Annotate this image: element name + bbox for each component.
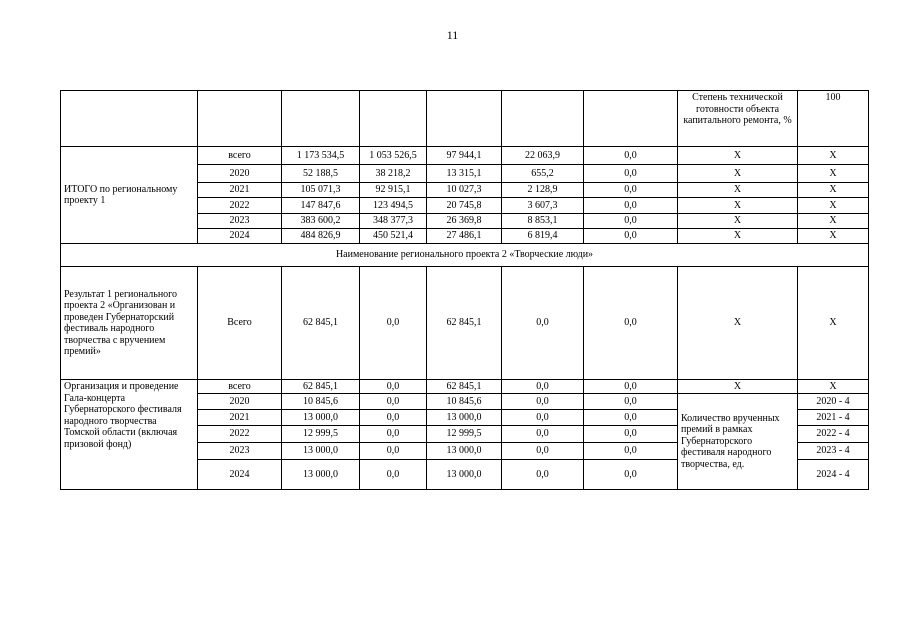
total-cell: 484 826,9 — [282, 229, 360, 244]
empty-cell — [584, 91, 678, 147]
federal-cell: 1 053 526,5 — [360, 147, 427, 165]
row-label-cell: Результат 1 регионального проекта 2 «Организован и проведен Губернаторский фестиваль народного творчества с вручением премий» — [61, 267, 198, 380]
value-cell: Х — [798, 198, 869, 214]
period-cell: 2021 — [198, 183, 282, 198]
period-cell: всего — [198, 380, 282, 394]
table-row — [61, 147, 869, 165]
total-cell: 13 000,0 — [282, 410, 360, 426]
value-cell: Х — [798, 267, 869, 380]
total-cell: 1 173 534,5 — [282, 147, 360, 165]
period-cell: всего — [198, 147, 282, 165]
period-cell: 2023 — [198, 214, 282, 229]
regional-cell: 62 845,1 — [427, 380, 502, 394]
federal-cell: 123 494,5 — [360, 198, 427, 214]
value-cell: Х — [798, 165, 869, 183]
empty-cell — [502, 91, 584, 147]
regional-cell: 20 745,8 — [427, 198, 502, 214]
federal-cell: 0,0 — [360, 460, 427, 490]
empty-cell — [198, 91, 282, 147]
municipal-cell: 0,0 — [502, 443, 584, 460]
regional-cell: 13 315,1 — [427, 165, 502, 183]
municipal-cell: 6 819,4 — [502, 229, 584, 244]
federal-cell: 450 521,4 — [360, 229, 427, 244]
federal-cell: 0,0 — [360, 394, 427, 410]
row-label-cell: ИТОГО по региональному проекту 1 — [61, 147, 198, 244]
value-cell: 2023 - 4 — [798, 443, 869, 460]
regional-cell: 13 000,0 — [427, 460, 502, 490]
other-cell: 0,0 — [584, 267, 678, 380]
municipal-cell: 0,0 — [502, 380, 584, 394]
table-row — [61, 267, 869, 380]
value-cell: 2020 - 4 — [798, 394, 869, 410]
other-cell: 0,0 — [584, 229, 678, 244]
value-cell: 2022 - 4 — [798, 426, 869, 443]
other-cell: 0,0 — [584, 460, 678, 490]
municipal-cell: 0,0 — [502, 426, 584, 443]
federal-cell: 0,0 — [360, 380, 427, 394]
total-cell: 10 845,6 — [282, 394, 360, 410]
period-cell: 2024 — [198, 460, 282, 490]
regional-cell: 13 000,0 — [427, 410, 502, 426]
period-cell: 2022 — [198, 426, 282, 443]
total-cell: 62 845,1 — [282, 380, 360, 394]
federal-cell: 0,0 — [360, 426, 427, 443]
indicator-cell: Х — [678, 380, 798, 394]
municipal-cell: 8 853,1 — [502, 214, 584, 229]
total-cell: 12 999,5 — [282, 426, 360, 443]
municipal-cell: 0,0 — [502, 394, 584, 410]
federal-cell: 38 218,2 — [360, 165, 427, 183]
total-cell: 383 600,2 — [282, 214, 360, 229]
value-cell: Х — [798, 183, 869, 198]
empty-cell — [427, 91, 502, 147]
continuation-row — [61, 91, 869, 147]
value-cell: 2021 - 4 — [798, 410, 869, 426]
period-cell: Всего — [198, 267, 282, 380]
federal-cell: 92 915,1 — [360, 183, 427, 198]
period-cell: 2023 — [198, 443, 282, 460]
other-cell: 0,0 — [584, 443, 678, 460]
indicator-cell: Х — [678, 198, 798, 214]
value-cell: Х — [798, 147, 869, 165]
value-cell: Х — [798, 214, 869, 229]
section-title: Наименование регионального проекта 2 «Творческие люди» — [61, 244, 869, 267]
indicator-cell: Х — [678, 214, 798, 229]
indicator-cell: Х — [678, 147, 798, 165]
empty-cell — [61, 91, 198, 147]
indicator-name-cell: Степень технической готовности объекта капитального ремонта, % — [678, 91, 798, 147]
indicator-cell: Х — [678, 165, 798, 183]
other-cell: 0,0 — [584, 183, 678, 198]
value-cell: 2024 - 4 — [798, 460, 869, 490]
table-row — [61, 380, 869, 394]
municipal-cell: 2 128,9 — [502, 183, 584, 198]
other-cell: 0,0 — [584, 214, 678, 229]
municipal-cell: 0,0 — [502, 460, 584, 490]
federal-cell: 348 377,3 — [360, 214, 427, 229]
period-cell: 2024 — [198, 229, 282, 244]
budget-table — [60, 90, 869, 490]
period-cell: 2021 — [198, 410, 282, 426]
regional-cell: 10 845,6 — [427, 394, 502, 410]
regional-cell: 97 944,1 — [427, 147, 502, 165]
period-cell: 2022 — [198, 198, 282, 214]
total-cell: 62 845,1 — [282, 267, 360, 380]
indicator-value-cell: 100 — [798, 91, 869, 147]
other-cell: 0,0 — [584, 410, 678, 426]
municipal-cell: 0,0 — [502, 410, 584, 426]
regional-cell: 13 000,0 — [427, 443, 502, 460]
indicator-cell: Х — [678, 267, 798, 380]
other-cell: 0,0 — [584, 426, 678, 443]
indicator-cell: Х — [678, 229, 798, 244]
total-cell: 13 000,0 — [282, 460, 360, 490]
row-label-cell: Организация и проведение Гала-концерта Губернаторского фестиваля народного творчества Томской области (включая призовой фонд) — [61, 380, 198, 490]
federal-cell: 0,0 — [360, 267, 427, 380]
value-cell: Х — [798, 229, 869, 244]
regional-cell: 10 027,3 — [427, 183, 502, 198]
period-cell: 2020 — [198, 165, 282, 183]
regional-cell: 26 369,8 — [427, 214, 502, 229]
federal-cell: 0,0 — [360, 410, 427, 426]
total-cell: 52 188,5 — [282, 165, 360, 183]
total-cell: 13 000,0 — [282, 443, 360, 460]
page-number: 11 — [446, 28, 459, 42]
total-cell: 147 847,6 — [282, 198, 360, 214]
section-row — [61, 244, 869, 267]
value-cell: Х — [798, 380, 869, 394]
empty-cell — [282, 91, 360, 147]
municipal-cell: 0,0 — [502, 267, 584, 380]
regional-cell: 27 486,1 — [427, 229, 502, 244]
other-cell: 0,0 — [584, 380, 678, 394]
period-cell: 2020 — [198, 394, 282, 410]
other-cell: 0,0 — [584, 165, 678, 183]
municipal-cell: 3 607,3 — [502, 198, 584, 214]
municipal-cell: 22 063,9 — [502, 147, 584, 165]
indicator-cell: Х — [678, 183, 798, 198]
other-cell: 0,0 — [584, 198, 678, 214]
total-cell: 105 071,3 — [282, 183, 360, 198]
other-cell: 0,0 — [584, 147, 678, 165]
regional-cell: 12 999,5 — [427, 426, 502, 443]
indicator-name-cell: Количество врученных премий в рамках Губернаторского фестиваля народного творчества, ед. — [678, 394, 798, 490]
regional-cell: 62 845,1 — [427, 267, 502, 380]
empty-cell — [360, 91, 427, 147]
federal-cell: 0,0 — [360, 443, 427, 460]
municipal-cell: 655,2 — [502, 165, 584, 183]
other-cell: 0,0 — [584, 394, 678, 410]
